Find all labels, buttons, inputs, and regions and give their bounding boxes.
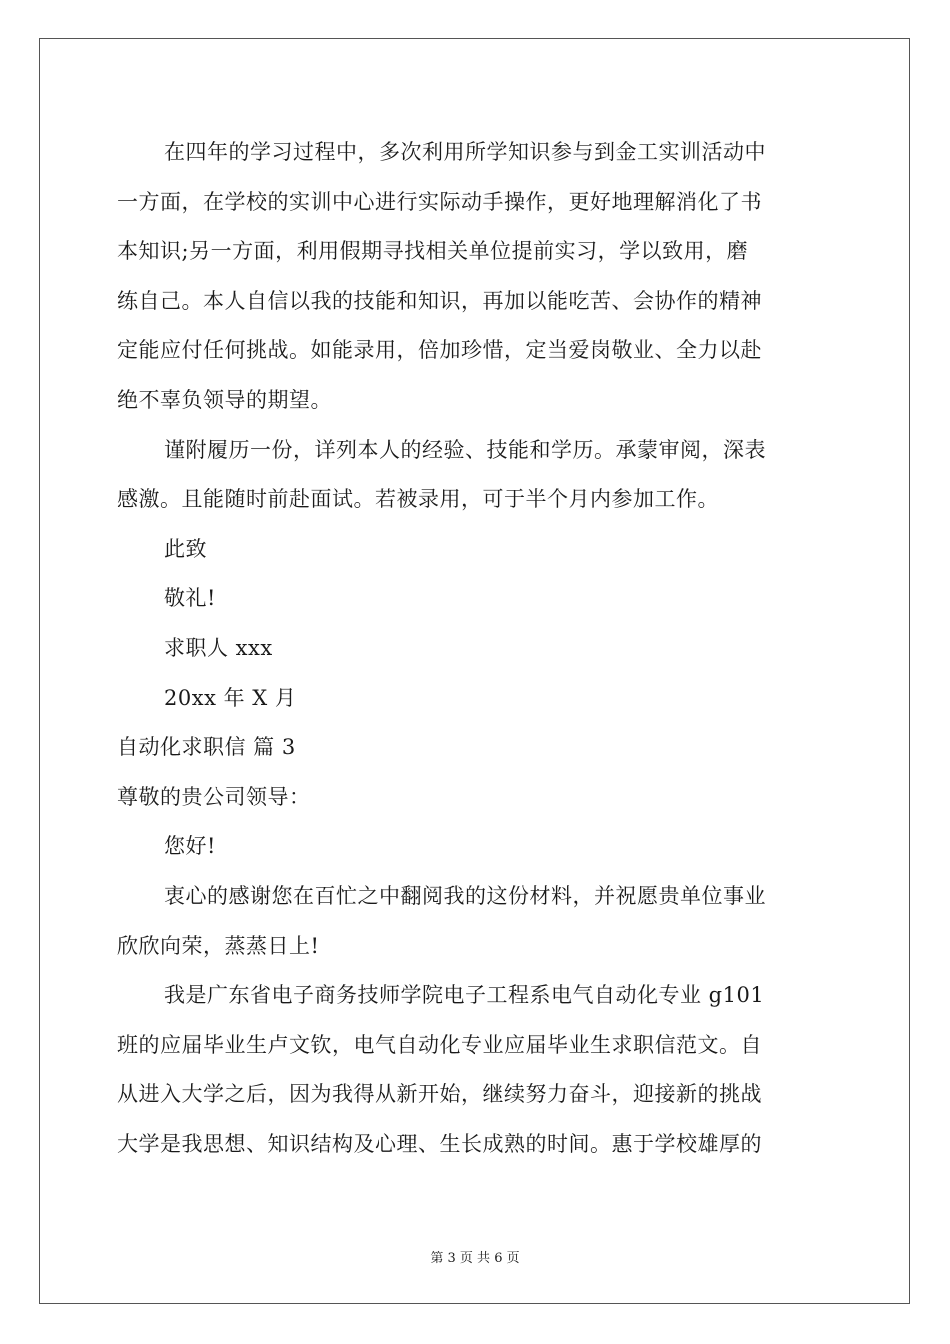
paragraph-line: 从进入大学之后，因为我得从新开始，继续努力奋斗，迎接新的挑战 [117,1082,762,1107]
paragraph-line: 练自己。本人自信以我的技能和知识，再加以能吃苦、会协作的精神 [117,288,762,313]
section-heading: 自动化求职信 篇 3 [117,735,296,760]
signature-name: 求职人 xxx [164,635,273,660]
letter-greeting: 尊敬的贵公司领导： [117,784,311,809]
page-number: 第 3 页 共 6 页 [430,1251,520,1266]
signature-date: 20xx 年 X 月 [164,685,297,710]
closing-regards: 敬礼! [164,586,216,611]
paragraph-line: 我是广东省电子商务技师学院电子工程系电气自动化专业 g101 [164,983,765,1008]
paragraph-line: 谨附履历一份，详列本人的经验、技能和学历。承蒙审阅，深表 [164,437,766,462]
paragraph-line: 班的应届毕业生卢文钦，电气自动化专业应届毕业生求职信范文。自 [117,1032,762,1057]
letter-hello: 您好! [164,834,216,859]
paragraph-line: 感激。且能随时前赴面试。若被录用，可于半个月内参加工作。 [117,487,719,512]
paragraph-line: 在四年的学习过程中，多次利用所学知识参与到金工实训活动中 [164,140,766,164]
paragraph-line: 大学是我思想、知识结构及心理、生长成熟的时间。惠于学校雄厚的 [117,1131,762,1156]
paragraph-line: 一方面，在学校的实训中心进行实际动手操作，更好地理解消化了书 [117,189,762,214]
paragraph-line: 绝不辜负领导的期望。 [117,387,332,412]
paragraph-line: 衷心的感谢您在百忙之中翻阅我的这份材料，并祝愿贵单位事业 [164,883,766,908]
paragraph-line: 欣欣向荣，蒸蒸日上! [117,933,320,958]
closing-salutation: 此致 [164,536,207,561]
paragraph-line: 定能应付任何挑战。如能录用，倍加珍惜，定当爱岗敬业、全力以赴 [117,338,762,363]
document-body [117,128,833,1169]
paragraph-line: 本知识;另一方面，利用假期寻找相关单位提前实习，学以致用，磨 [117,239,749,264]
